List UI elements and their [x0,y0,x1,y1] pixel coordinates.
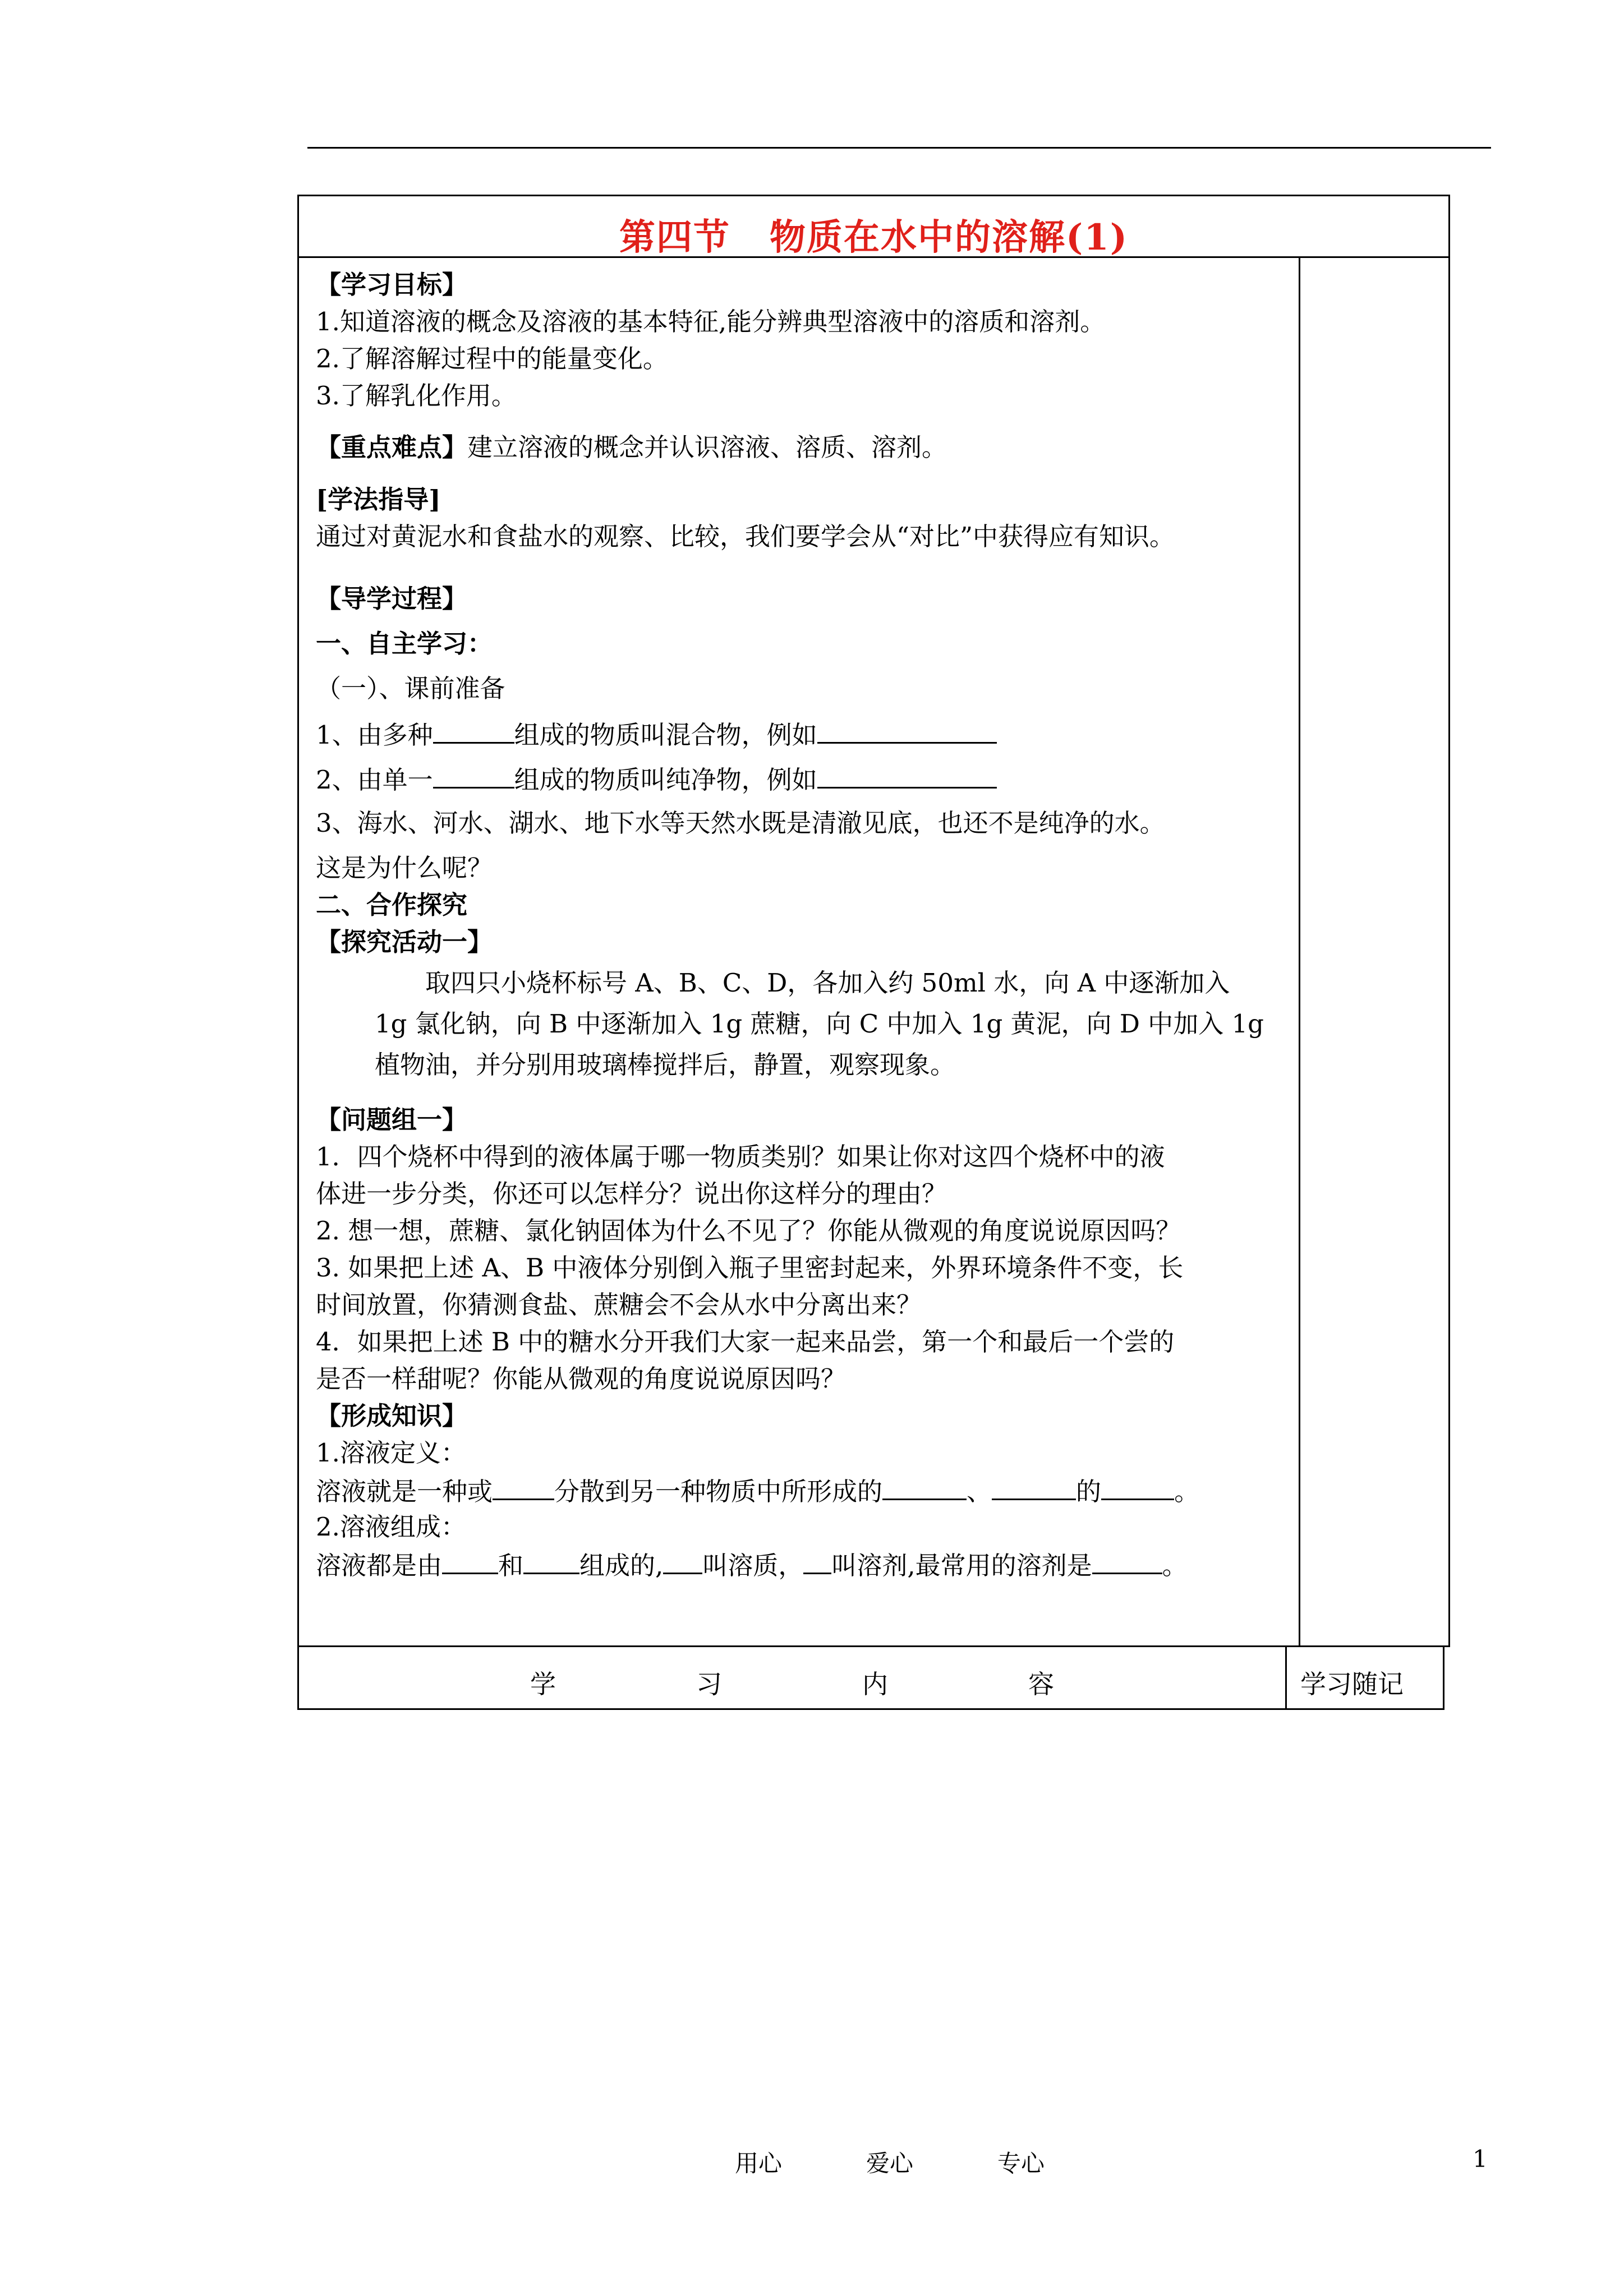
blank-line [493,1472,554,1500]
question-line: 是否一样甜呢？你能从微观的角度说说原因吗？ [316,1364,846,1394]
process-heading: 【导学过程】 [316,584,468,614]
question-line: 4．如果把上述 B 中的糖水分开我们大家一起来品尝，第一个和最后一个尝的 [316,1327,1175,1357]
prep-item-1: 1、由多种 组成的物质叫混合物，例如 [316,715,997,754]
activity-text: 植物油，并分别用玻璃棒搅拌后，静置，观察现象。 [375,1050,956,1080]
blank-line [442,1546,498,1574]
questions-heading: 【问题组一】 [316,1105,468,1135]
blank-line [663,1546,702,1574]
blank-line [882,1472,967,1500]
method-heading: [学法指导] [316,485,441,514]
method-text: 通过对黄泥水和食盐水的观察、比较，我们要学会从“对比”中获得应有知识。 [316,522,1175,551]
composition-heading: 2.溶液组成： [316,1512,466,1542]
goal-item: 3.了解乳化作用。 [316,381,517,411]
blank-line [433,715,514,744]
header-rule [307,147,1491,149]
prep-item-3: 3、海水、河水、湖水、地下水等天然水既是清澈见底，也还不是纯净的水。 [316,808,1165,838]
question-line: 时间放置，你猜测食盐、蔗糖会不会从水中分离出来？ [316,1290,922,1320]
question-line: 1．四个烧杯中得到的液体属于哪一物质类别？如果让你对这四个烧杯中的液 [316,1142,1165,1172]
page-title: 第四节 物质在水中的溶解(1) [619,216,1129,259]
blank-line [1092,1546,1162,1574]
page-number: 1 [1473,2145,1488,2173]
composition-text: 溶液都是由 和 组成的, 叫溶质， 叫溶剂,最常用的溶剂是 。 [316,1546,1188,1584]
blank-line [523,1546,579,1574]
study-notes-label: 学习随记 [1300,1669,1404,1699]
blank-line [803,1546,831,1574]
blank-line [817,760,997,789]
footer-motto: 用心 爱心 专心 [735,2150,1045,2177]
prep-item-2: 2、由单一 组成的物质叫纯净物，例如 [316,760,997,799]
table-footer-row [297,1645,1444,1710]
blank-line [1101,1472,1174,1500]
key-points: 【重点难点】建立溶液的概念并认识溶液、溶质、溶剂。 [316,432,947,462]
worksheet-table [297,195,1450,1647]
definition-heading: 1.溶液定义： [316,1438,466,1468]
goal-item: 2.了解溶解过程中的能量变化。 [316,344,668,374]
activity-heading: 【探究活动一】 [316,927,493,957]
prep-item-3-cont: 这是为什么呢？ [316,853,493,883]
blank-line [992,1472,1076,1500]
goal-item: 1.知道溶液的概念及溶液的基本特征,能分辨典型溶液中的溶质和溶剂。 [316,307,1106,336]
goals-heading: 【学习目标】 [316,270,468,299]
coop-heading: 二、合作探究 [316,890,468,920]
blank-line [817,715,997,744]
knowledge-heading: 【形成知识】 [316,1401,468,1431]
footer-divider [1285,1647,1287,1708]
question-line: 2. 想一想，蔗糖、氯化钠固体为什么不见了？你能从微观的角度说说原因吗？ [316,1216,1181,1246]
study-content-label: 学 习 内 容 [530,1669,1054,1699]
question-line: 3. 如果把上述 A、B 中液体分别倒入瓶子里密封起来，外界环境条件不变，长 [316,1253,1184,1283]
definition-text: 溶液就是一种或 分散到另一种物质中所形成的 、 的 。 [316,1472,1199,1510]
activity-text: 取四只小烧杯标号 A、B、C、D，各加入约 50ml 水，向 A 中逐渐加入 [425,968,1230,998]
prep-heading: （一）、课前准备 [316,674,505,703]
title-row [299,196,1448,258]
notes-column-divider [1299,258,1300,1646]
self-study-heading: 一、自主学习： [316,629,493,658]
activity-text: 1g 氯化钠，向 B 中逐渐加入 1g 蔗糖，向 C 中加入 1g 黄泥，向 D 中加入 1g [375,1009,1264,1039]
blank-line [433,760,514,789]
question-line: 体进一步分类，你还可以怎样分？说出你这样分的理由？ [316,1179,947,1209]
